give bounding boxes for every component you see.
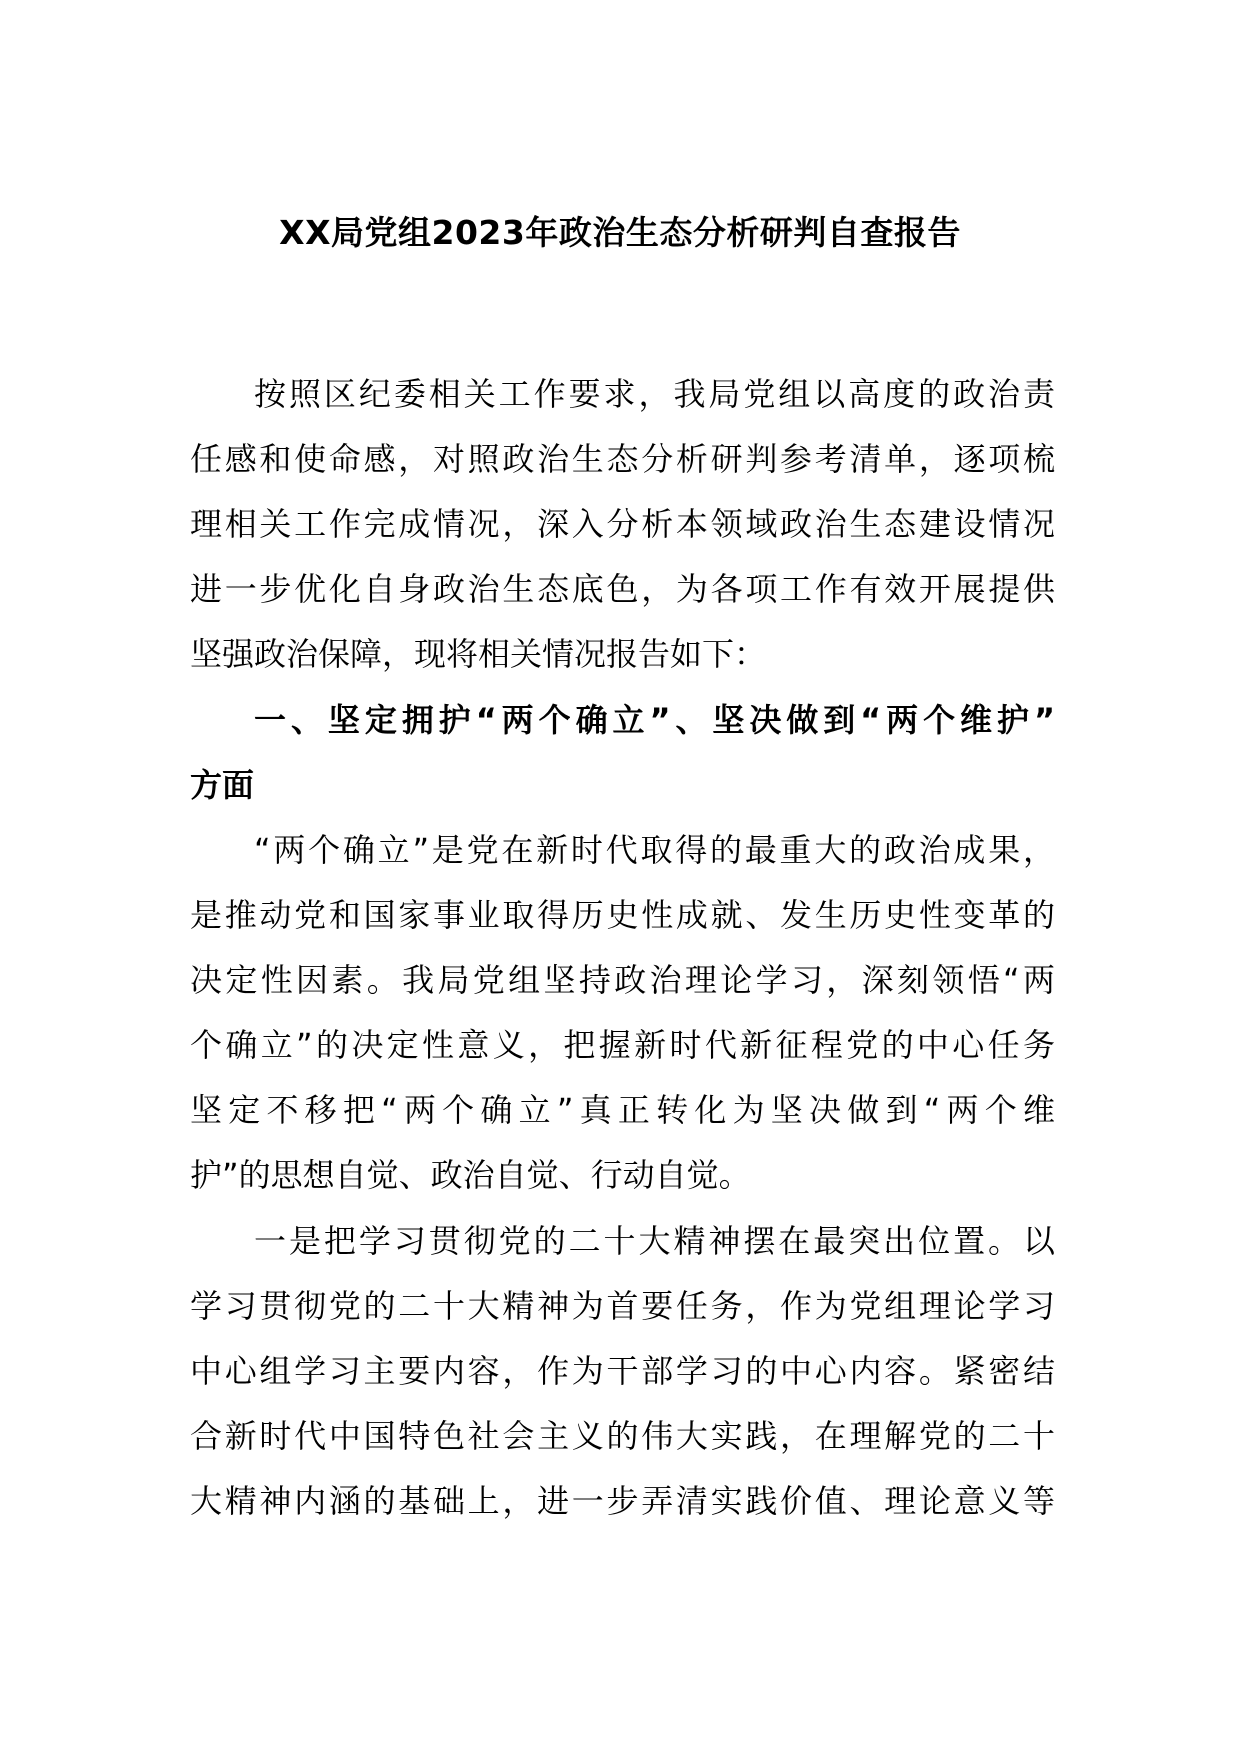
paragraph-line: “两个确立”是党在新时代取得的最重大的政治成果，: [254, 831, 1055, 869]
paragraph-line: 决定性因素。我局党组坚持政治理论学习，深刻领悟“两: [190, 961, 1055, 999]
paragraph-line: 进一步优化自身政治生态底色，为各项工作有效开展提供: [190, 570, 1055, 608]
intro-paragraph: [190, 362, 1055, 687]
paragraph-line: 任感和使命感，对照政治生态分析研判参考清单，逐项梳: [190, 440, 1055, 478]
section-paragraph: [190, 818, 1055, 1208]
section-paragraph: [190, 1209, 1055, 1534]
paragraph-line: 一是把学习贯彻党的二十大精神摆在最突出位置。以: [254, 1222, 1055, 1260]
paragraph-line: 护”的思想自觉、政治自觉、行动自觉。: [190, 1156, 751, 1194]
paragraph-line: 大精神内涵的基础上，进一步弄清实践价值、理论意义等: [190, 1482, 1055, 1520]
paragraph-line: 理相关工作完成情况，深入分析本领域政治生态建设情况: [190, 505, 1055, 543]
paragraph-line: 个确立”的决定性意义，把握新时代新征程党的中心任务: [190, 1026, 1055, 1064]
heading-line: 一、坚定拥护“两个确立”、坚决做到“两个维护”: [254, 701, 1055, 739]
paragraph-line: 坚定不移把“两个确立”真正转化为坚决做到“两个维: [190, 1091, 1055, 1129]
paragraph-line: 坚强政治保障，现将相关情况报告如下：: [190, 635, 767, 673]
paragraph-line: 按照区纪委相关工作要求，我局党组以高度的政治责: [254, 375, 1055, 413]
heading-line: 方面: [190, 766, 255, 804]
document-title: XX局党组2023年政治生态分析研判自查报告: [279, 213, 961, 252]
paragraph-line: 学习贯彻党的二十大精神为首要任务，作为党组理论学习: [190, 1287, 1055, 1325]
paragraph-line: 合新时代中国特色社会主义的伟大实践，在理解党的二十: [190, 1417, 1055, 1455]
paragraph-line: 中心组学习主要内容，作为干部学习的中心内容。紧密结: [190, 1352, 1055, 1390]
paragraph-line: 是推动党和国家事业取得历史性成就、发生历史性变革的: [190, 896, 1055, 934]
section-heading: [190, 688, 1055, 818]
